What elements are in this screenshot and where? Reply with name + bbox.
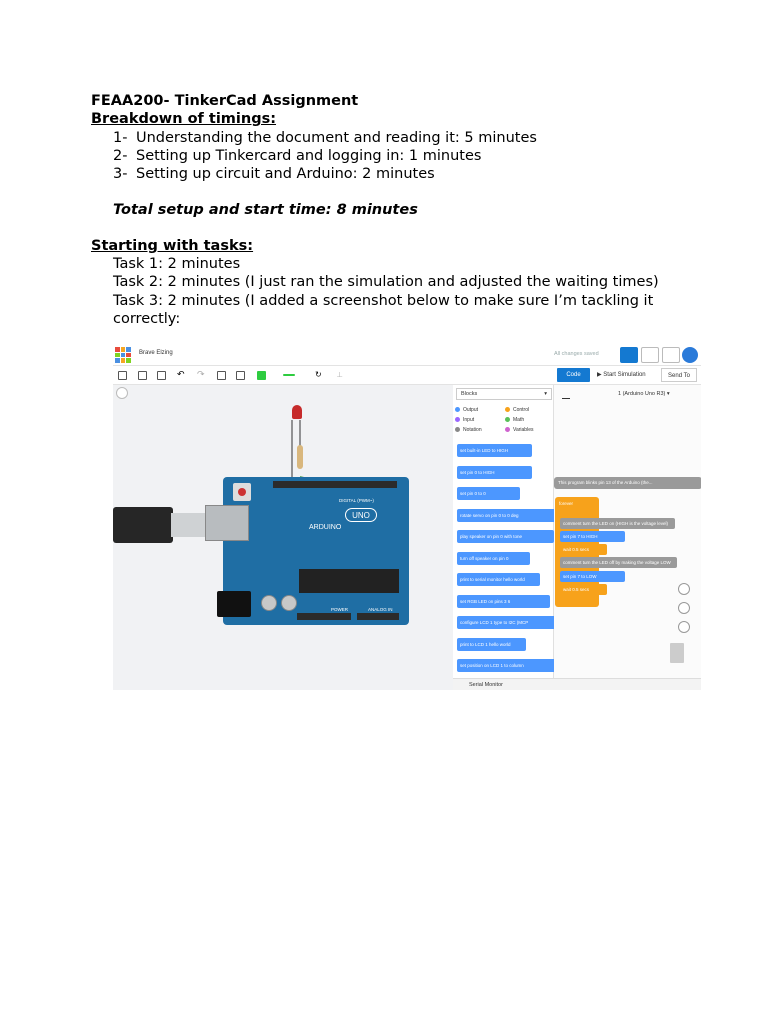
category-notation[interactable] bbox=[455, 427, 482, 433]
task-item: Task 3: 2 minutes (I added a screenshot below to make sure I’m tackling it correctly: bbox=[113, 292, 654, 327]
tasks-list bbox=[91, 255, 691, 328]
timing-item bbox=[91, 147, 691, 165]
breakdown-heading: Breakdown of timings: bbox=[91, 111, 277, 128]
palette-block[interactable]: set pin 0 to HIGH bbox=[457, 466, 532, 479]
paste-icon[interactable] bbox=[138, 371, 147, 380]
document-body bbox=[91, 92, 691, 328]
capacitor-1 bbox=[261, 595, 277, 611]
category-dot bbox=[505, 407, 510, 412]
rotate-icon[interactable]: ↻ bbox=[315, 370, 322, 379]
power-jack bbox=[217, 591, 251, 617]
play-icon: ▶ bbox=[597, 372, 604, 378]
category-dot bbox=[455, 417, 460, 422]
palette-block[interactable]: set position on LCD 1 to column bbox=[457, 659, 556, 672]
palette-block[interactable]: play speaker on pin 0 with tone bbox=[457, 530, 554, 543]
analog-header bbox=[357, 613, 399, 620]
palette-block[interactable]: set built-in LED to HIGH bbox=[457, 444, 532, 457]
code-block[interactable]: comment turn the LED on (HIGH is the voltage level) bbox=[560, 518, 675, 529]
zoom-in-icon[interactable] bbox=[678, 583, 690, 595]
user-avatar[interactable] bbox=[682, 347, 698, 363]
usb-port bbox=[205, 505, 249, 541]
tinkercad-logo bbox=[115, 347, 131, 363]
timing-item bbox=[91, 165, 691, 183]
device-chevron-icon: ▾ bbox=[666, 391, 670, 397]
palette-block[interactable]: set RGB LED on pins 3 6 bbox=[457, 595, 550, 608]
trash-icon[interactable] bbox=[670, 643, 684, 663]
component-list-icon[interactable] bbox=[662, 347, 680, 363]
category-control[interactable] bbox=[505, 407, 529, 413]
resistor[interactable] bbox=[297, 445, 303, 469]
timing-number: 3- bbox=[113, 166, 128, 183]
power-header bbox=[297, 613, 351, 620]
arduino-logo: ARDUINO bbox=[309, 524, 342, 531]
category-label: Variables bbox=[513, 427, 534, 433]
palette-block[interactable]: turn off speaker on pin 0 bbox=[457, 552, 530, 565]
category-label: Math bbox=[513, 417, 525, 423]
start-simulation-button[interactable] bbox=[597, 368, 657, 382]
code-block[interactable]: set pin 7 to HIGH bbox=[560, 531, 625, 542]
task-item: Task 2: 2 minutes (I just ran the simulation and adjusted the waiting times) bbox=[113, 274, 659, 291]
palette-block[interactable]: configure LCD 1 type to I2C (MCP bbox=[457, 616, 556, 629]
notes-visibility-icon[interactable] bbox=[236, 371, 245, 380]
tinkercad-screenshot bbox=[113, 345, 701, 690]
palette-block[interactable]: set pin 0 to 0 bbox=[457, 487, 520, 500]
schematic-view-icon[interactable] bbox=[641, 347, 659, 363]
timing-number: 2- bbox=[113, 147, 128, 164]
palette-block[interactable]: rotate servo on pin 0 to 0 deg bbox=[457, 509, 556, 522]
blocks-dropdown[interactable] bbox=[456, 388, 552, 400]
digital-label: DIGITAL (PWM~) bbox=[339, 498, 374, 503]
palette-block[interactable]: print to serial monitor hello world bbox=[457, 573, 540, 586]
serial-monitor-bar[interactable] bbox=[453, 678, 701, 690]
redo-icon[interactable]: ↷ bbox=[197, 369, 205, 379]
category-label: Output bbox=[463, 407, 479, 413]
analog-label: ANALOG IN bbox=[368, 607, 393, 612]
digital-header bbox=[273, 481, 397, 488]
power-label: POWER bbox=[331, 607, 349, 612]
circuit-view-icon[interactable] bbox=[620, 347, 638, 363]
category-dot bbox=[505, 417, 510, 422]
red-led[interactable] bbox=[292, 405, 302, 419]
program-comment-block[interactable]: This program blinks pin 13 of the Arduino (the... bbox=[554, 477, 701, 489]
send-to-button[interactable]: Send To bbox=[661, 368, 697, 382]
code-block[interactable]: wait 0.5 secs bbox=[560, 584, 607, 595]
design-name[interactable]: Brave Elzing bbox=[139, 350, 173, 356]
category-variables[interactable] bbox=[505, 427, 533, 433]
forever-label: forever bbox=[556, 498, 589, 509]
color-picker-icon[interactable] bbox=[257, 371, 266, 380]
uno-badge: UNO bbox=[345, 508, 377, 522]
device-select[interactable] bbox=[618, 388, 698, 400]
download-icon[interactable] bbox=[562, 389, 570, 399]
usb-plug bbox=[171, 513, 205, 537]
category-dot bbox=[455, 427, 460, 432]
chevron-down-icon: ▾ bbox=[544, 391, 547, 397]
notes-icon[interactable] bbox=[217, 371, 226, 380]
category-label: Control bbox=[513, 407, 530, 413]
top-bar bbox=[113, 345, 701, 366]
total-time-line: Total setup and start time: 8 minutes bbox=[113, 202, 418, 219]
tasks-heading: Starting with tasks: bbox=[91, 237, 254, 254]
zoom-reset-icon[interactable] bbox=[678, 621, 690, 633]
reset-button[interactable] bbox=[233, 483, 251, 501]
start-simulation-label: Start Simulation bbox=[603, 372, 646, 378]
doc-title: FEAA200- TinkerCad Assignment bbox=[91, 93, 359, 109]
serial-monitor-label: Serial Monitor bbox=[469, 682, 503, 688]
undo-icon[interactable]: ↶ bbox=[177, 369, 185, 379]
palette-block[interactable]: print to LCD 1 hello world bbox=[457, 638, 526, 651]
category-dot bbox=[455, 407, 460, 412]
task-item: Task 1: 2 minutes bbox=[113, 256, 241, 273]
category-label: Input bbox=[463, 417, 475, 423]
usb-cable bbox=[113, 507, 173, 543]
category-input[interactable] bbox=[455, 417, 474, 423]
code-block[interactable]: comment turn the LED off by making the voltage LOW bbox=[560, 557, 677, 568]
device-select-label: 1 (Arduino Uno R3) bbox=[618, 391, 666, 397]
category-math[interactable] bbox=[505, 417, 524, 423]
timing-text: Understanding the document and reading it: 5 minutes bbox=[136, 129, 537, 146]
category-output[interactable] bbox=[455, 407, 478, 413]
code-button[interactable]: Code bbox=[557, 368, 590, 382]
capacitor-2 bbox=[281, 595, 297, 611]
timing-item bbox=[91, 129, 691, 147]
code-block[interactable]: wait 0.5 secs bbox=[560, 544, 607, 555]
category-dot bbox=[505, 427, 510, 432]
flip-icon[interactable]: ⟂ bbox=[337, 370, 343, 379]
microcontroller-chip bbox=[299, 569, 399, 593]
save-status: All changes saved bbox=[554, 351, 599, 357]
timings-list bbox=[91, 129, 691, 184]
copy-icon[interactable] bbox=[118, 371, 127, 380]
delete-icon[interactable] bbox=[157, 371, 166, 380]
blocks-dropdown-label: Blocks bbox=[461, 391, 478, 397]
category-label: Notation bbox=[463, 427, 482, 433]
timing-text: Setting up Tinkercard and logging in: 1 minutes bbox=[136, 147, 482, 164]
timing-text: Setting up circuit and Arduino: 2 minutes bbox=[136, 166, 435, 183]
wire-type-icon[interactable] bbox=[283, 374, 295, 376]
zoom-out-icon[interactable] bbox=[678, 602, 690, 614]
timing-number: 1- bbox=[113, 129, 128, 146]
code-block[interactable]: set pin 7 to LOW bbox=[560, 571, 625, 582]
